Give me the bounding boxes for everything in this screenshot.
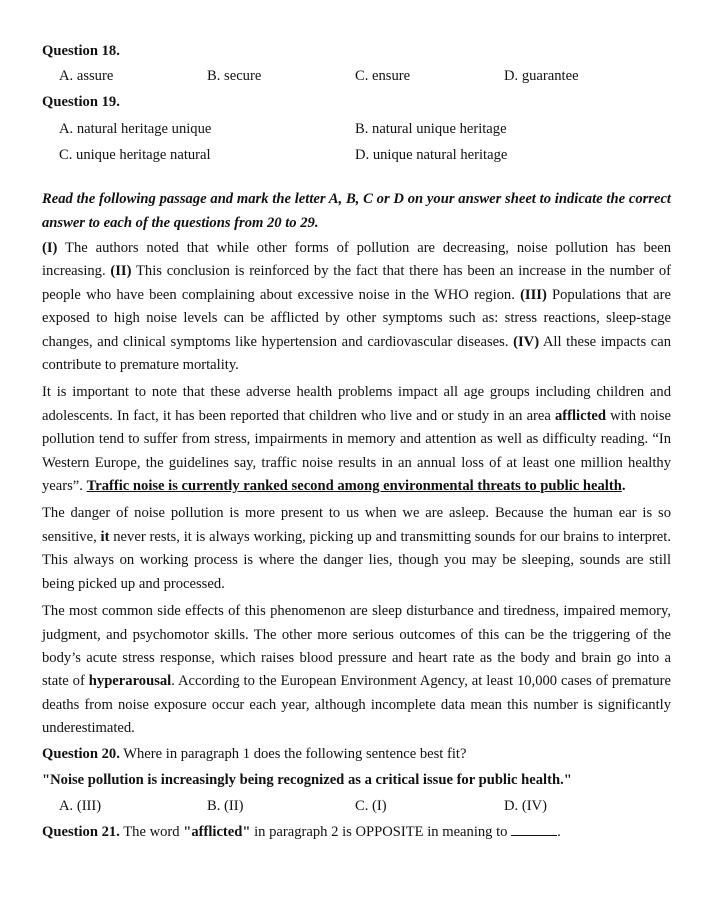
q20-option-d: D. (IV) <box>504 797 547 814</box>
q19-option-b: B. natural unique heritage <box>355 121 507 137</box>
question-19-title: Question 19. <box>42 94 120 110</box>
highlight-hyperarousal: hyperarousal <box>88 673 172 690</box>
question-19-options-row-1 <box>42 116 671 142</box>
marker-iii: (III) <box>520 286 547 303</box>
q18-option-a: A. assure <box>59 68 114 84</box>
question-21-word: "afflicted" <box>183 823 251 840</box>
passage-paragraph-3: The danger of noise pollution is more present to us when we are asleep. Because the human ear is so sensitive, it never rests, it is always working, picking up and transmitting sounds for our brains to interpret. This always on working process is where the danger lies, though you may be sleeping, sounds are still being picked up and processed. <box>42 505 671 592</box>
question-20-stem: Question 20. Where in paragraph 1 does the following sentence best fit? <box>42 745 467 762</box>
question-21-label: Question 21. <box>42 823 120 840</box>
reading-instruction: Read the following passage and mark the letter A, B, C or D on your answer sheet to indicate the correct answer to each of the questions from 20 to 29. <box>42 191 671 231</box>
question-18-options <box>42 63 671 89</box>
passage-paragraph-4: The most common side effects of this phenomenon are sleep disturbance and tiredness, impaired memory, judgment, and psychomotor skills. The other more serious outcomes of this can be the triggering of the body’s acute stress response, which raises blood pressure and heart rate as the body and brain go into a state of hyperarousal. According to the European Environment Agency, at least 10,000 cases of premature deaths from noise exposure occur each year, although incomplete data mean this number is significantly underestimated. <box>42 603 671 737</box>
q18-option-d: D. guarantee <box>504 68 579 84</box>
question-20-quote: "Noise pollution is increasingly being recognized as a critical issue for public health." <box>42 771 572 788</box>
document-page <box>42 40 671 845</box>
question-21-stem: Question 21. The word "afflicted" in paragraph 2 is OPPOSITE in meaning to . <box>42 823 561 840</box>
question-20-label: Question 20. <box>42 745 120 762</box>
q19-option-d: D. unique natural heritage <box>355 147 508 163</box>
q18-option-c: C. ensure <box>355 68 411 84</box>
passage-paragraph-1: (I) The authors noted that while other forms of pollution are decreasing, noise pollution has been increasing. (II) This conclusion is reinforced by the fact that there has been an increase in the number of people who have been complaining about excessive noise in the WHO region. (III) Populations that are exposed to high noise levels can be afflicted by other symptoms such as: stress reactions, sleep-stage changes, and clinical symptoms like hypertension and cardiovascular diseases. (IV) All these impacts can contribute to premature mortality. <box>42 240 671 374</box>
answer-blank <box>511 823 557 836</box>
q18-option-b: B. secure <box>207 68 262 84</box>
question-19-options-row-2 <box>42 142 671 168</box>
highlight-it: it <box>100 528 110 545</box>
q20-option-b: B. (II) <box>207 797 244 814</box>
q19-option-c: C. unique heritage natural <box>59 147 211 163</box>
underlined-sentence: Traffic noise is currently ranked second among environmental threats to public health <box>86 478 622 495</box>
question-20-options <box>42 793 671 819</box>
q19-option-a: A. natural heritage unique <box>59 121 212 137</box>
passage-paragraph-2: It is important to note that these adverse health problems impact all age groups including children and adolescents. In fact, it has been reported that children who live and or study in an area afflicted with noise pollution tend to suffer from stress, impairments in memory and attention as well as difficulty reading. “In Western Europe, the guidelines say, traffic noise results in an annual loss of at least one million healthy years”. Traffic noise is currently ranked second among environmental threats to public health. <box>42 384 671 495</box>
q20-option-a: A. (III) <box>59 797 102 814</box>
marker-i: (I) <box>42 240 58 256</box>
marker-iv: (IV) <box>513 333 540 350</box>
question-18-title: Question 18. <box>42 43 120 59</box>
q20-option-c: C. (I) <box>355 797 387 814</box>
highlight-afflicted: afflicted <box>554 407 607 424</box>
marker-ii: (II) <box>110 263 132 280</box>
